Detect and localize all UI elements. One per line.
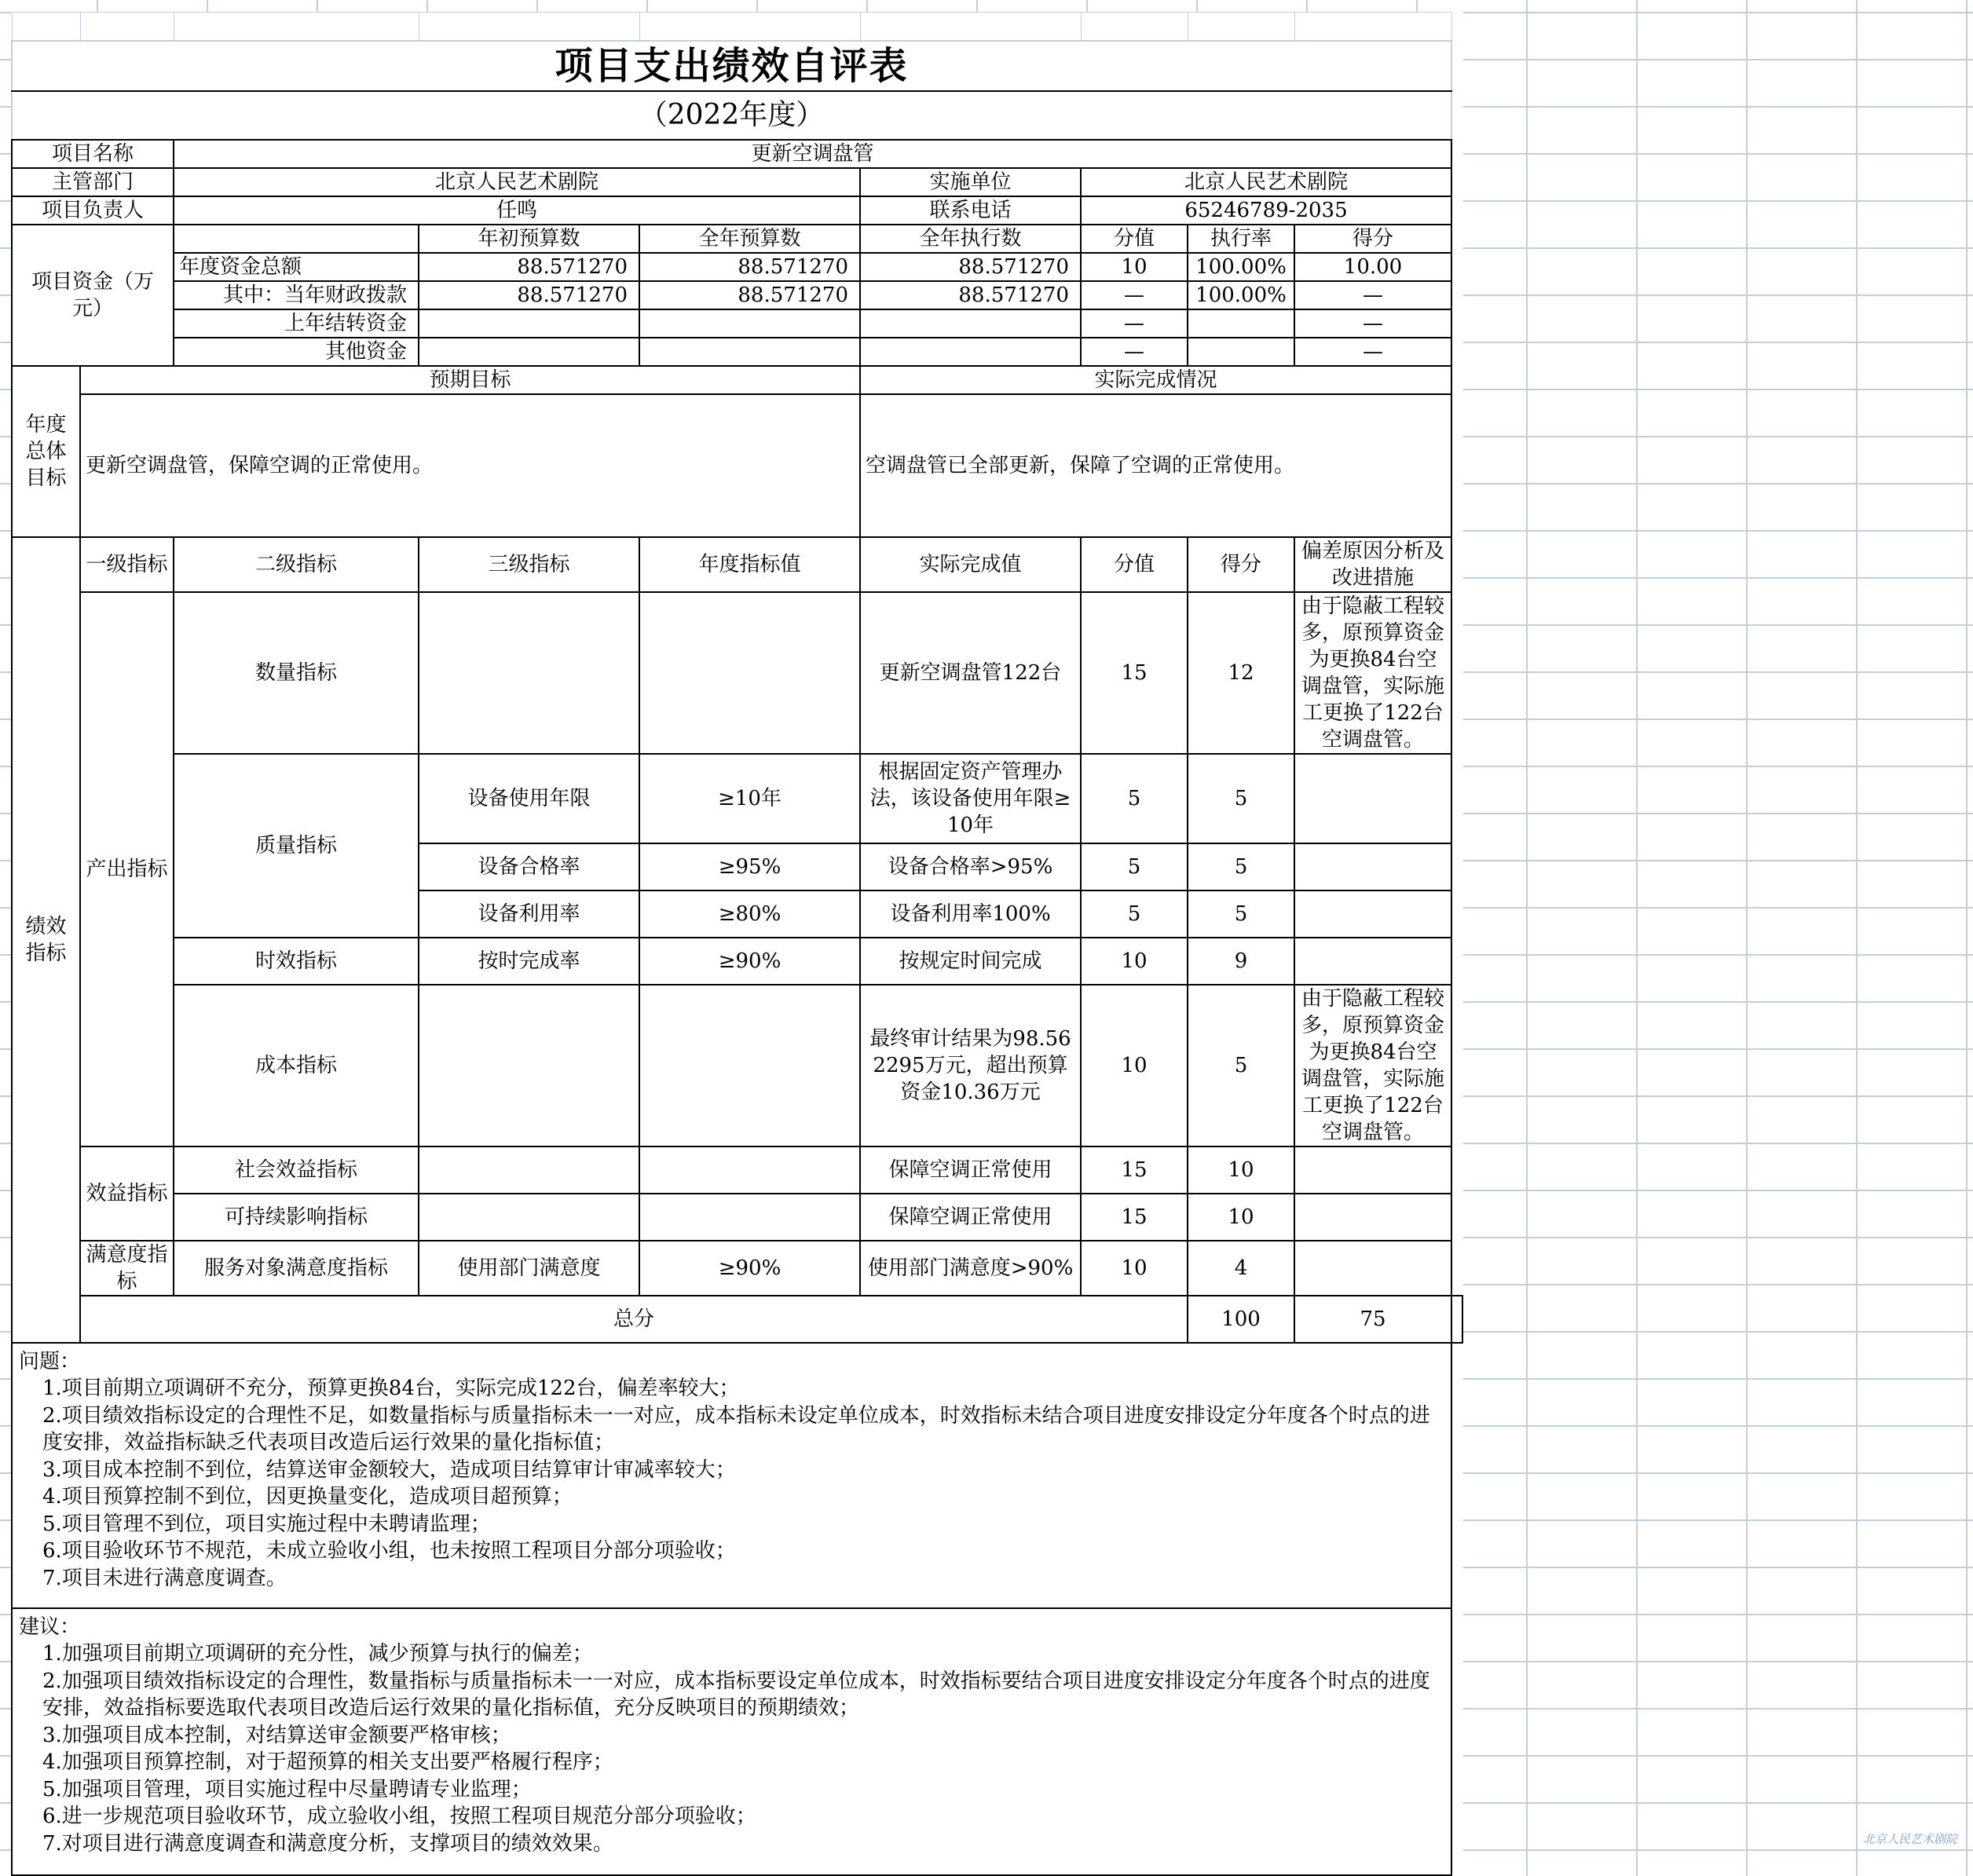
indicator-actual: 根据固定资产管理办法，该设备使用年限≥10年 [860, 754, 1081, 843]
implementer-value: 北京人民艺术剧院 [1081, 168, 1451, 196]
problems-section [12, 1343, 1451, 1608]
indicator-score: 5 [1188, 754, 1294, 843]
perf-header-weight: 分值 [1081, 537, 1188, 592]
funds-header-score: 得分 [1294, 225, 1451, 253]
indicator-l3 [419, 1194, 639, 1241]
funds-weight: — [1081, 309, 1188, 338]
funds-rate [1188, 338, 1294, 366]
indicator-weight: 10 [1081, 1241, 1188, 1296]
funds-row [12, 281, 1462, 309]
funds-score: — [1294, 309, 1451, 338]
funds-header-rate: 执行率 [1188, 225, 1294, 253]
performance-self-evaluation-table [11, 12, 1463, 1876]
funds-score: — [1294, 281, 1451, 309]
funds-rate [1188, 309, 1294, 338]
indicator-row [12, 1194, 1462, 1241]
indicator-actual: 设备合格率>95% [860, 843, 1081, 890]
indicator-weight: 10 [1081, 938, 1188, 985]
indicator-target: ≥10年 [639, 754, 860, 843]
perf-header-target: 年度指标值 [639, 537, 860, 592]
funds-executed [860, 338, 1081, 366]
funds-initial: 88.571270 [419, 281, 639, 309]
funds-annual [639, 338, 860, 366]
indicator-target [639, 985, 860, 1146]
indicator-weight: 5 [1081, 754, 1188, 843]
indicator-actual: 设备利用率100% [860, 890, 1081, 938]
indicator-note [1294, 1241, 1451, 1296]
indicator-actual: 使用部门满意度>90% [860, 1241, 1081, 1296]
funds-weight: — [1081, 281, 1188, 309]
funds-annual: 88.571270 [639, 253, 860, 281]
problem-item: 5.项目管理不到位，项目实施过程中未聘请监理； [42, 1512, 491, 1536]
suggestion-item: 1.加强项目前期立项调研的充分性，减少预算与执行的偏差； [42, 1642, 593, 1666]
funds-weight: — [1081, 338, 1188, 366]
problem-item: 3.项目成本控制不到位，结算送审金额较大，造成项目结算审计审减率较大； [42, 1457, 736, 1482]
actual-result-header: 实际完成情况 [860, 366, 1451, 394]
phone-value: 65246789-2035 [1081, 196, 1451, 225]
funds-row [12, 338, 1462, 366]
implementer-label: 实施单位 [860, 168, 1081, 196]
indicator-actual: 按规定时间完成 [860, 938, 1081, 985]
indicator-score: 4 [1188, 1241, 1294, 1296]
indicator-l3 [419, 985, 639, 1146]
funds-rate: 100.00% [1188, 253, 1294, 281]
indicator-l3: 按时完成率 [419, 938, 639, 985]
leader-value: 任鸣 [174, 196, 860, 225]
phone-label: 联系电话 [860, 196, 1081, 225]
indicator-note [1294, 1146, 1451, 1194]
indicator-weight: 15 [1081, 1194, 1188, 1241]
watermark-text: 北京人民艺术剧院 [1862, 1832, 1957, 1846]
funds-row [12, 253, 1462, 281]
funds-executed [860, 309, 1081, 338]
indicator-l2: 数量指标 [174, 592, 419, 754]
indicator-note: 由于隐蔽工程较多，原预算资金为更换84台空调盘管，实际施工更换了122台空调盘管。 [1294, 592, 1451, 754]
funds-label: 项目资金（万元） [12, 225, 174, 366]
funds-row-label: 上年结转资金 [174, 309, 419, 338]
funds-executed: 88.571270 [860, 281, 1081, 309]
funds-annual: 88.571270 [639, 281, 860, 309]
actual-result-text: 空调盘管已全部更新，保障了空调的正常使用。 [860, 394, 1451, 537]
indicator-weight: 5 [1081, 843, 1188, 890]
indicator-weight: 15 [1081, 592, 1188, 754]
funds-annual [639, 309, 860, 338]
indicator-score: 10 [1188, 1194, 1294, 1241]
indicator-l3 [419, 592, 639, 754]
indicator-row [12, 938, 1462, 985]
total-weight: 100 [1188, 1296, 1294, 1343]
funds-row [12, 309, 1462, 338]
indicator-score: 5 [1188, 843, 1294, 890]
indicator-score: 10 [1188, 1146, 1294, 1194]
funds-executed: 88.571270 [860, 253, 1081, 281]
indicator-score: 12 [1188, 592, 1294, 754]
funds-row-label: 年度资金总额 [174, 253, 419, 281]
funds-initial: 88.571270 [419, 253, 639, 281]
benefit-indicator-label: 效益指标 [80, 1146, 174, 1241]
indicator-score: 9 [1188, 938, 1294, 985]
indicator-l2: 服务对象满意度指标 [174, 1241, 419, 1296]
indicator-l2: 质量指标 [174, 754, 419, 938]
page-title: 项目支出绩效自评表 [12, 41, 1451, 91]
funds-header-annual: 全年预算数 [639, 225, 860, 253]
indicator-weight: 10 [1081, 985, 1188, 1146]
indicator-l2: 时效指标 [174, 938, 419, 985]
suggestion-item: 5.加强项目管理，项目实施过程中尽量聘请专业监理； [42, 1777, 532, 1801]
indicator-actual: 最终审计结果为98.562295万元，超出预算资金10.36万元 [860, 985, 1081, 1146]
indicator-target [639, 1146, 860, 1194]
suggestion-item: 6.进一步规范项目验收环节，成立验收小组，按照工程项目规范分部分项验收； [42, 1805, 756, 1828]
indicator-note [1294, 1194, 1451, 1241]
indicator-l3: 设备使用年限 [419, 754, 639, 843]
indicator-l3: 设备利用率 [419, 890, 639, 938]
funds-header-blank [174, 225, 419, 253]
perf-header-actual: 实际完成值 [860, 537, 1081, 592]
funds-row-label: 其中：当年财政拨款 [174, 281, 419, 309]
blank-grid-row [12, 13, 1462, 41]
funds-score: — [1294, 338, 1451, 366]
indicator-note [1294, 754, 1451, 843]
funds-rate: 100.00% [1188, 281, 1294, 309]
indicator-note [1294, 843, 1451, 890]
indicator-target: ≥95% [639, 843, 860, 890]
expected-goal-header: 预期目标 [80, 366, 860, 394]
indicator-note [1294, 938, 1451, 985]
indicator-target: ≥80% [639, 890, 860, 938]
indicator-target: ≥90% [639, 1241, 860, 1296]
indicator-note: 由于隐蔽工程较多，原预算资金为更换84台空调盘管，实际施工更换了122台空调盘管。 [1294, 985, 1451, 1146]
indicator-note [1294, 890, 1451, 938]
total-score: 75 [1294, 1296, 1451, 1343]
indicator-row [12, 985, 1462, 1146]
indicator-l2: 可持续影响指标 [174, 1194, 419, 1241]
problem-item: 6.项目验收环节不规范，未成立验收小组，也未按照工程项目分部分项验收； [42, 1539, 736, 1563]
perf-header-l2: 二级指标 [174, 537, 419, 592]
indicator-target [639, 592, 860, 754]
project-name-value: 更新空调盘管 [174, 140, 1451, 168]
total-label: 总分 [80, 1296, 1188, 1343]
funds-header-weight: 分值 [1081, 225, 1188, 253]
funds-header-initial: 年初预算数 [419, 225, 639, 253]
suggestion-item: 4.加强项目预算控制，对于超预算的相关支出要严格履行程序； [42, 1750, 613, 1774]
department-label: 主管部门 [12, 168, 174, 196]
indicator-actual: 保障空调正常使用 [860, 1146, 1081, 1194]
total-note [1451, 1296, 1462, 1343]
indicator-weight: 15 [1081, 1146, 1188, 1194]
funds-row-label: 其他资金 [174, 338, 419, 366]
funds-score: 10.00 [1294, 253, 1451, 281]
performance-label: 绩效指标 [12, 537, 80, 1343]
perf-header-score: 得分 [1188, 537, 1294, 592]
leader-label: 项目负责人 [12, 196, 174, 225]
indicator-l2: 成本指标 [174, 985, 419, 1146]
problem-item: 4.项目预算控制不到位，因更换量变化，造成项目超预算； [42, 1485, 573, 1508]
indicator-l3: 设备合格率 [419, 843, 639, 890]
suggestion-item: 2.加强项目绩效指标设定的合理性，数量指标与质量指标未一一对应，成本指标要设定单位成本，时效指标要结合项目进度安排设定分年度各个时点的进度安排，效益指标要选取代表项目改造后运行效果的量化指标值，充分反映项目的预期绩效； [42, 1669, 1430, 1720]
funds-weight: 10 [1081, 253, 1188, 281]
suggestion-item: 3.加强项目成本控制，对结算送审金额要严格审核； [42, 1723, 511, 1747]
perf-header-note: 偏差原因分析及改进措施 [1294, 537, 1451, 592]
suggestions-heading: 建议： [19, 1615, 81, 1639]
indicator-actual: 保障空调正常使用 [860, 1194, 1081, 1241]
indicator-target: ≥90% [639, 938, 860, 985]
indicator-l3: 使用部门满意度 [419, 1241, 639, 1296]
department-value: 北京人民艺术剧院 [174, 168, 860, 196]
indicator-actual: 更新空调盘管122台 [860, 592, 1081, 754]
problem-item: 1.项目前期立项调研不充分，预算更换84台，实际完成122台，偏差率较大； [42, 1377, 740, 1400]
indicator-row [12, 592, 1462, 754]
funds-initial [419, 309, 639, 338]
indicator-l3 [419, 1146, 639, 1194]
funds-initial [419, 338, 639, 366]
funds-header-executed: 全年执行数 [860, 225, 1081, 253]
indicator-row [12, 1241, 1462, 1296]
problems-heading: 问题： [19, 1349, 81, 1373]
annual-goal-label: 年度总体目标 [12, 366, 80, 537]
indicator-row [12, 754, 1462, 843]
problem-item: 2.项目绩效指标设定的合理性不足，如数量指标与质量指标未一一对应，成本指标未设定单位成本，时效指标未结合项目进度安排设定分年度各个时点的进度安排，效益指标缺乏代表项目改造后运行效果的量化指标值； [42, 1403, 1430, 1454]
suggestion-item: 7.对项目进行满意度调查和满意度分析，支撑项目的绩效效果。 [42, 1831, 613, 1856]
output-indicator-label: 产出指标 [80, 592, 174, 1146]
indicator-l2: 社会效益指标 [174, 1146, 419, 1194]
expected-goal-text: 更新空调盘管，保障空调的正常使用。 [80, 394, 860, 537]
perf-header-l3: 三级指标 [419, 537, 639, 592]
project-name-label: 项目名称 [12, 140, 174, 168]
year-subtitle: （2022年度） [12, 91, 1451, 140]
indicator-row [12, 1146, 1462, 1194]
satisfaction-indicator-label: 满意度指标 [80, 1241, 174, 1296]
indicator-target [639, 1194, 860, 1241]
perf-header-l1: 一级指标 [80, 537, 174, 592]
problem-item: 7.项目未进行满意度调查。 [42, 1566, 287, 1590]
indicator-score: 5 [1188, 985, 1294, 1146]
indicator-weight: 5 [1081, 890, 1188, 938]
indicator-score: 5 [1188, 890, 1294, 938]
suggestions-section [12, 1608, 1451, 1875]
